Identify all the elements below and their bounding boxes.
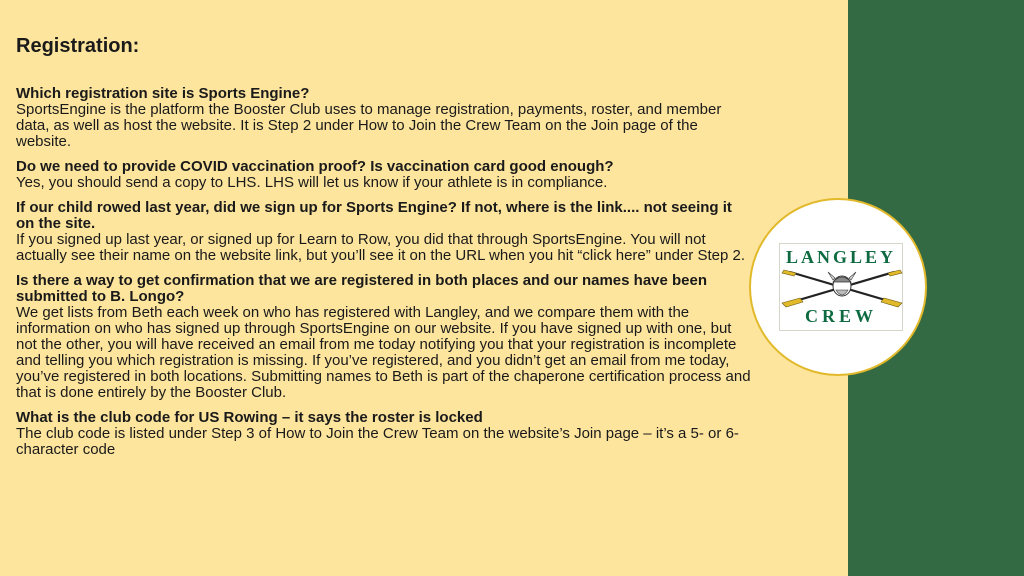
question-text: What is the club code for US Rowing – it says the roster is locked <box>16 409 483 426</box>
qa-item <box>16 410 751 458</box>
langley-crew-logo <box>779 243 903 331</box>
logo-badge <box>749 198 927 376</box>
page-title: Registration: <box>16 35 140 57</box>
question-text: Which registration site is Sports Engine? <box>16 85 310 102</box>
logo-bottom-text: CREW <box>804 306 877 326</box>
answer-text: If you signed up last year, or signed up for Learn to Row, you did that through SportsEngine. You will not actually see their name on the website link, but you’ll see it on the URL when you hit “click here” under Step 2. <box>16 231 746 264</box>
logo-top-text: LANGLEY <box>785 247 896 267</box>
qa-item <box>16 159 751 191</box>
question-text: Is there a way to get confirmation that we are registered in both places and our names have been submitted to B. Longo? <box>16 272 708 305</box>
slide-content <box>16 34 751 467</box>
crossed-oars-icon <box>780 266 904 308</box>
answer-text: SportsEngine is the platform the Booster Club uses to manage registration, payments, roster, and member data, as well as host the website. It is Step 2 under How to Join the Crew Team on the Join page of the website. <box>16 101 722 150</box>
question-text: If our child rowed last year, did we sign up for Sports Engine? If not, where is the link.... not seeing it on the site. <box>16 199 732 232</box>
qa-item <box>16 273 751 401</box>
answer-text: Yes, you should send a copy to LHS. LHS will let us know if your athlete is in compliance. <box>16 174 608 191</box>
answer-text: We get lists from Beth each week on who has registered with Langley, and we compare them with the information on who has signed up through SportsEngine on our website. If you have signed up with one, but not the other, you will have received an email from me today notifying you that your registration is incomplete and telling you which registration is missing. If you’ve registered, and you didn’t get an email from me today, you’ve registered in both locations. Submitting names to Beth is part of the chaperone certification process and that is done entirely by the Booster Club. <box>16 304 751 401</box>
qa-item <box>16 200 751 264</box>
answer-text: The club code is listed under Step 3 of How to Join the Crew Team on the website’s Join page – it’s a 5- or 6-character code <box>16 425 739 458</box>
question-text: Do we need to provide COVID vaccination proof? Is vaccination card good enough? <box>16 158 614 175</box>
qa-item <box>16 86 751 150</box>
